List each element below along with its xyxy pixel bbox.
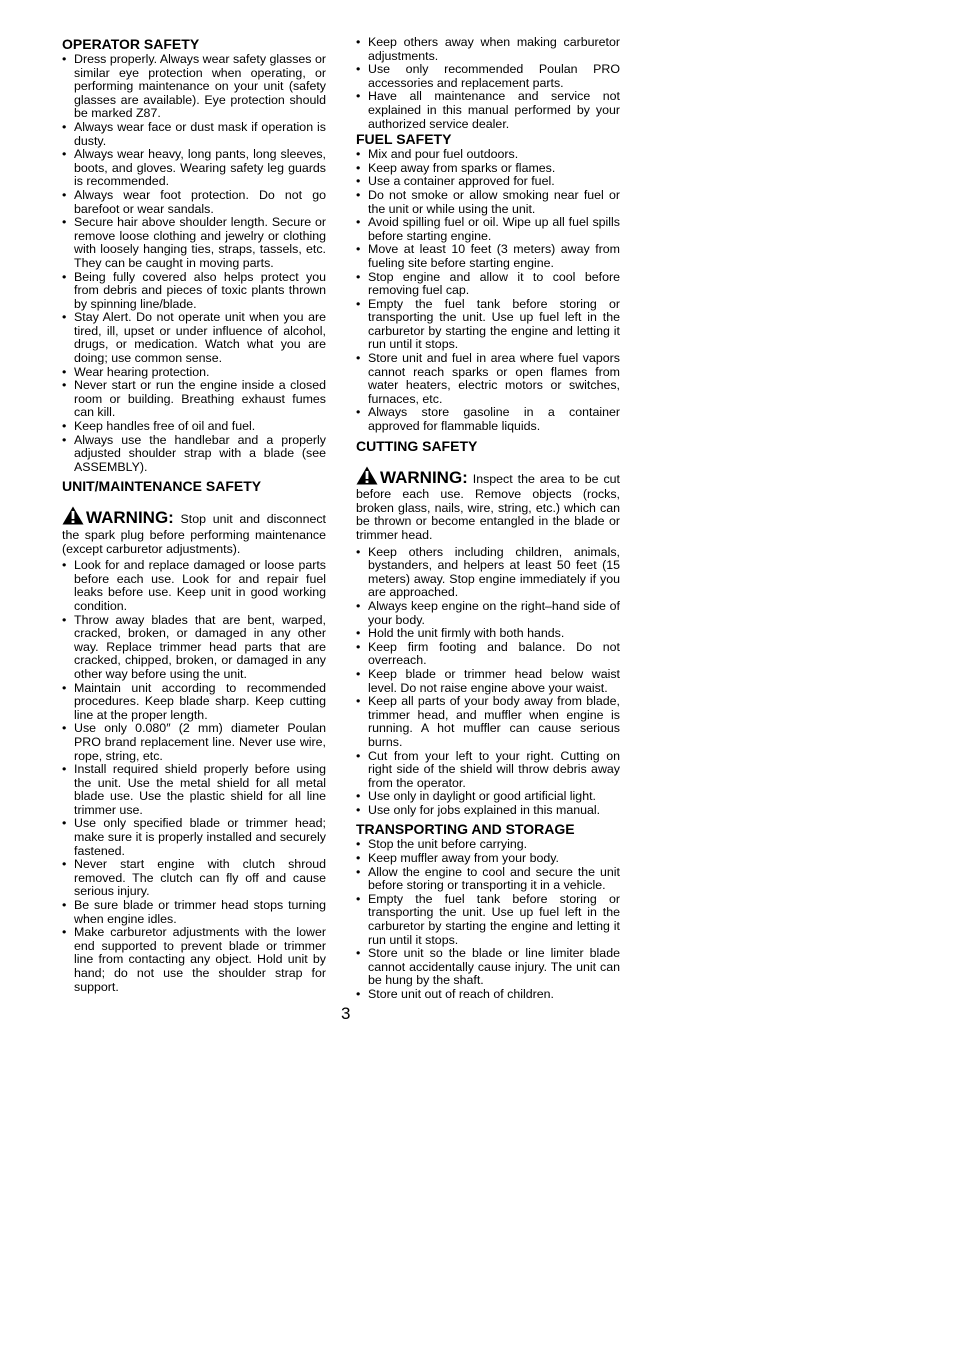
- unit-warning: [62, 506, 326, 556]
- list-item: • Maintain unit according to recommended procedures. Keep blade sharp. Keep cutting line at the proper length.: [62, 682, 326, 723]
- warning-triangle-icon: [356, 466, 378, 489]
- list-item: • Use a container approved for fuel.: [356, 175, 620, 189]
- fuel-safety-heading: FUEL SAFETY: [356, 131, 452, 148]
- list-item: • Make carburetor adjustments with the lower end supported to prevent blade or trimmer line from contacting any object. Hold unit by hand; do not use the shoulder strap for support.: [62, 926, 326, 994]
- list-item: • Being fully covered also helps protect you from debris and pieces of toxic plants thrown by spinning line/blade.: [62, 271, 326, 312]
- list-item: • Stay Alert. Do not operate unit when you are tired, ill, upset or under influence of alcohol, drugs, or medication. Watch what you are doing; use common sense.: [62, 311, 326, 365]
- list-item: • Use only in daylight or good artificial light.: [356, 790, 620, 804]
- cutting-warning: [356, 466, 620, 543]
- list-item: • Stop engine and allow it to cool before removing fuel cap.: [356, 271, 620, 298]
- list-item: • Always wear heavy, long pants, long sleeves, boots, and gloves. Wearing safety leg guards is recommended.: [62, 148, 326, 189]
- cutting-safety-list: [356, 546, 620, 818]
- list-item: • Empty the fuel tank before storing or transporting the unit. Use up fuel left in the carburetor by starting the engine and letting it run until it stops.: [356, 298, 620, 352]
- list-item: • Wear hearing protection.: [62, 366, 326, 380]
- list-item: • Always wear face or dust mask if operation is dusty.: [62, 121, 326, 148]
- left-column: [62, 36, 326, 994]
- fuel-safety-list: [356, 148, 620, 433]
- list-item: • Store unit out of reach of children.: [356, 988, 620, 1002]
- list-item: • Use only recommended Poulan PRO accessories and replacement parts.: [356, 63, 620, 90]
- list-item: • Keep all parts of your body away from blade, trimmer head, and muffler when engine is running. A hot muffler can cause serious burns.: [356, 695, 620, 749]
- list-item: • Keep firm footing and balance. Do not overreach.: [356, 641, 620, 668]
- list-item: • Store unit and fuel in area where fuel vapors cannot reach sparks or open flames from water heaters, electric motors or switches, furnaces, etc.: [356, 352, 620, 406]
- list-item: • Keep others including children, animals, bystanders, and helpers at least 50 feet (15 meters) away. Stop engine immediately if you are approached.: [356, 546, 620, 600]
- list-item: • Dress properly. Always wear safety glasses or similar eye protection when operating, or performing maintenance on your unit (safety glasses are available). Eye protection should be marked Z87.: [62, 53, 326, 121]
- list-item: • Stop the unit before carrying.: [356, 838, 620, 852]
- list-item: • Use only 0.080″ (2 mm) diameter Poulan PRO brand replacement line. Never use wire, rope, string, etc.: [62, 722, 326, 763]
- right-column: [356, 36, 620, 1002]
- list-item: • Have all maintenance and service not explained in this manual performed by your authorized service dealer.: [356, 90, 620, 131]
- warning-triangle-icon: [62, 506, 84, 529]
- list-item: • Always keep engine on the right–hand side of your body.: [356, 600, 620, 627]
- list-item: • Always wear foot protection. Do not go barefoot or wear sandals.: [62, 189, 326, 216]
- list-item: • Look for and replace damaged or loose parts before each use. Look for and repair fuel leaks before use. Keep unit in good working condition.: [62, 559, 326, 613]
- list-item: • Keep others away when making carburetor adjustments.: [356, 36, 620, 63]
- carburetor-list: [356, 36, 620, 131]
- list-item: • Empty the fuel tank before storing or transporting the unit. Use up fuel left in the carburetor by starting the engine and letting it run until it stops.: [356, 893, 620, 947]
- transporting-storage-list: [356, 838, 620, 1001]
- list-item: • Do not smoke or allow smoking near fuel or the unit or while using the unit.: [356, 189, 620, 216]
- list-item: • Mix and pour fuel outdoors.: [356, 148, 620, 162]
- unit-maintenance-list: [62, 559, 326, 994]
- page-number: 3: [341, 1004, 351, 1023]
- cutting-warning-title: WARNING:: [380, 467, 468, 487]
- list-item: • Keep handles free of oil and fuel.: [62, 420, 326, 434]
- list-item: • Store unit so the blade or line limiter blade cannot accidentally cause injury. The unit can be hung by the shaft.: [356, 947, 620, 988]
- operator-safety-list: [62, 53, 326, 474]
- cutting-safety-heading: CUTTING SAFETY: [356, 437, 478, 454]
- list-item: • Use only specified blade or trimmer head; make sure it is properly installed and securely fastened.: [62, 817, 326, 858]
- transporting-storage-heading: TRANSPORTING AND STORAGE: [356, 821, 575, 838]
- list-item: • Use only for jobs explained in this manual.: [356, 804, 620, 818]
- list-item: • Allow the engine to cool and secure the unit before storing or transporting it in a vehicle.: [356, 866, 620, 893]
- list-item: • Cut from your left to your right. Cutting on right side of the shield will throw debris away from the operator.: [356, 750, 620, 791]
- list-item: • Move at least 10 feet (3 meters) away from fueling site before starting engine.: [356, 243, 620, 270]
- list-item: • Keep away from sparks or flames.: [356, 162, 620, 176]
- list-item: • Be sure blade or trimmer head stops turning when engine idles.: [62, 899, 326, 926]
- list-item: • Keep muffler away from your body.: [356, 852, 620, 866]
- cutting-warning-text: Inspect the area to be cut before each use. Remove objects (rocks, broken glass, nails, wire, string, etc.) which can be thrown or become entangled in the blade or trimmer head.: [356, 471, 620, 542]
- list-item: • Keep blade or trimmer head below waist level. Do not raise engine above your waist.: [356, 668, 620, 695]
- unit-warning-text: Stop unit and disconnect the spark plug before performing maintenance (except carburetor adjustments).: [62, 512, 326, 556]
- list-item: • Never start engine with clutch shroud removed. The clutch can fly off and cause serious injury.: [62, 858, 326, 899]
- list-item: • Install required shield properly before using the unit. Use the metal shield for all metal blade use. Use the plastic shield for all line trimmer use.: [62, 763, 326, 817]
- list-item: • Secure hair above shoulder length. Secure or remove loose clothing and jewelry or clothing with loosely hanging ties, straps, tassels, etc. They can be caught in moving parts.: [62, 216, 326, 270]
- list-item: • Always use the handlebar and a properly adjusted shoulder strap with a blade (see ASSEMBLY).: [62, 434, 326, 475]
- list-item: • Always store gasoline in a container approved for flammable liquids.: [356, 406, 620, 433]
- list-item: • Hold the unit firmly with both hands.: [356, 627, 620, 641]
- list-item: • Avoid spilling fuel or oil. Wipe up all fuel spills before starting engine.: [356, 216, 620, 243]
- list-item: • Never start or run the engine inside a closed room or building. Breathing exhaust fumes can kill.: [62, 379, 326, 420]
- list-item: • Throw away blades that are bent, warped, cracked, broken, or damaged in any other way. Replace trimmer head parts that are cracked, chipped, broken, or damaged in any other way before using the unit.: [62, 614, 326, 682]
- unit-warning-title: WARNING:: [86, 508, 174, 528]
- operator-safety-heading: OPERATOR SAFETY: [62, 36, 200, 52]
- unit-maintenance-heading: UNIT/MAINTENANCE SAFETY: [62, 478, 262, 495]
